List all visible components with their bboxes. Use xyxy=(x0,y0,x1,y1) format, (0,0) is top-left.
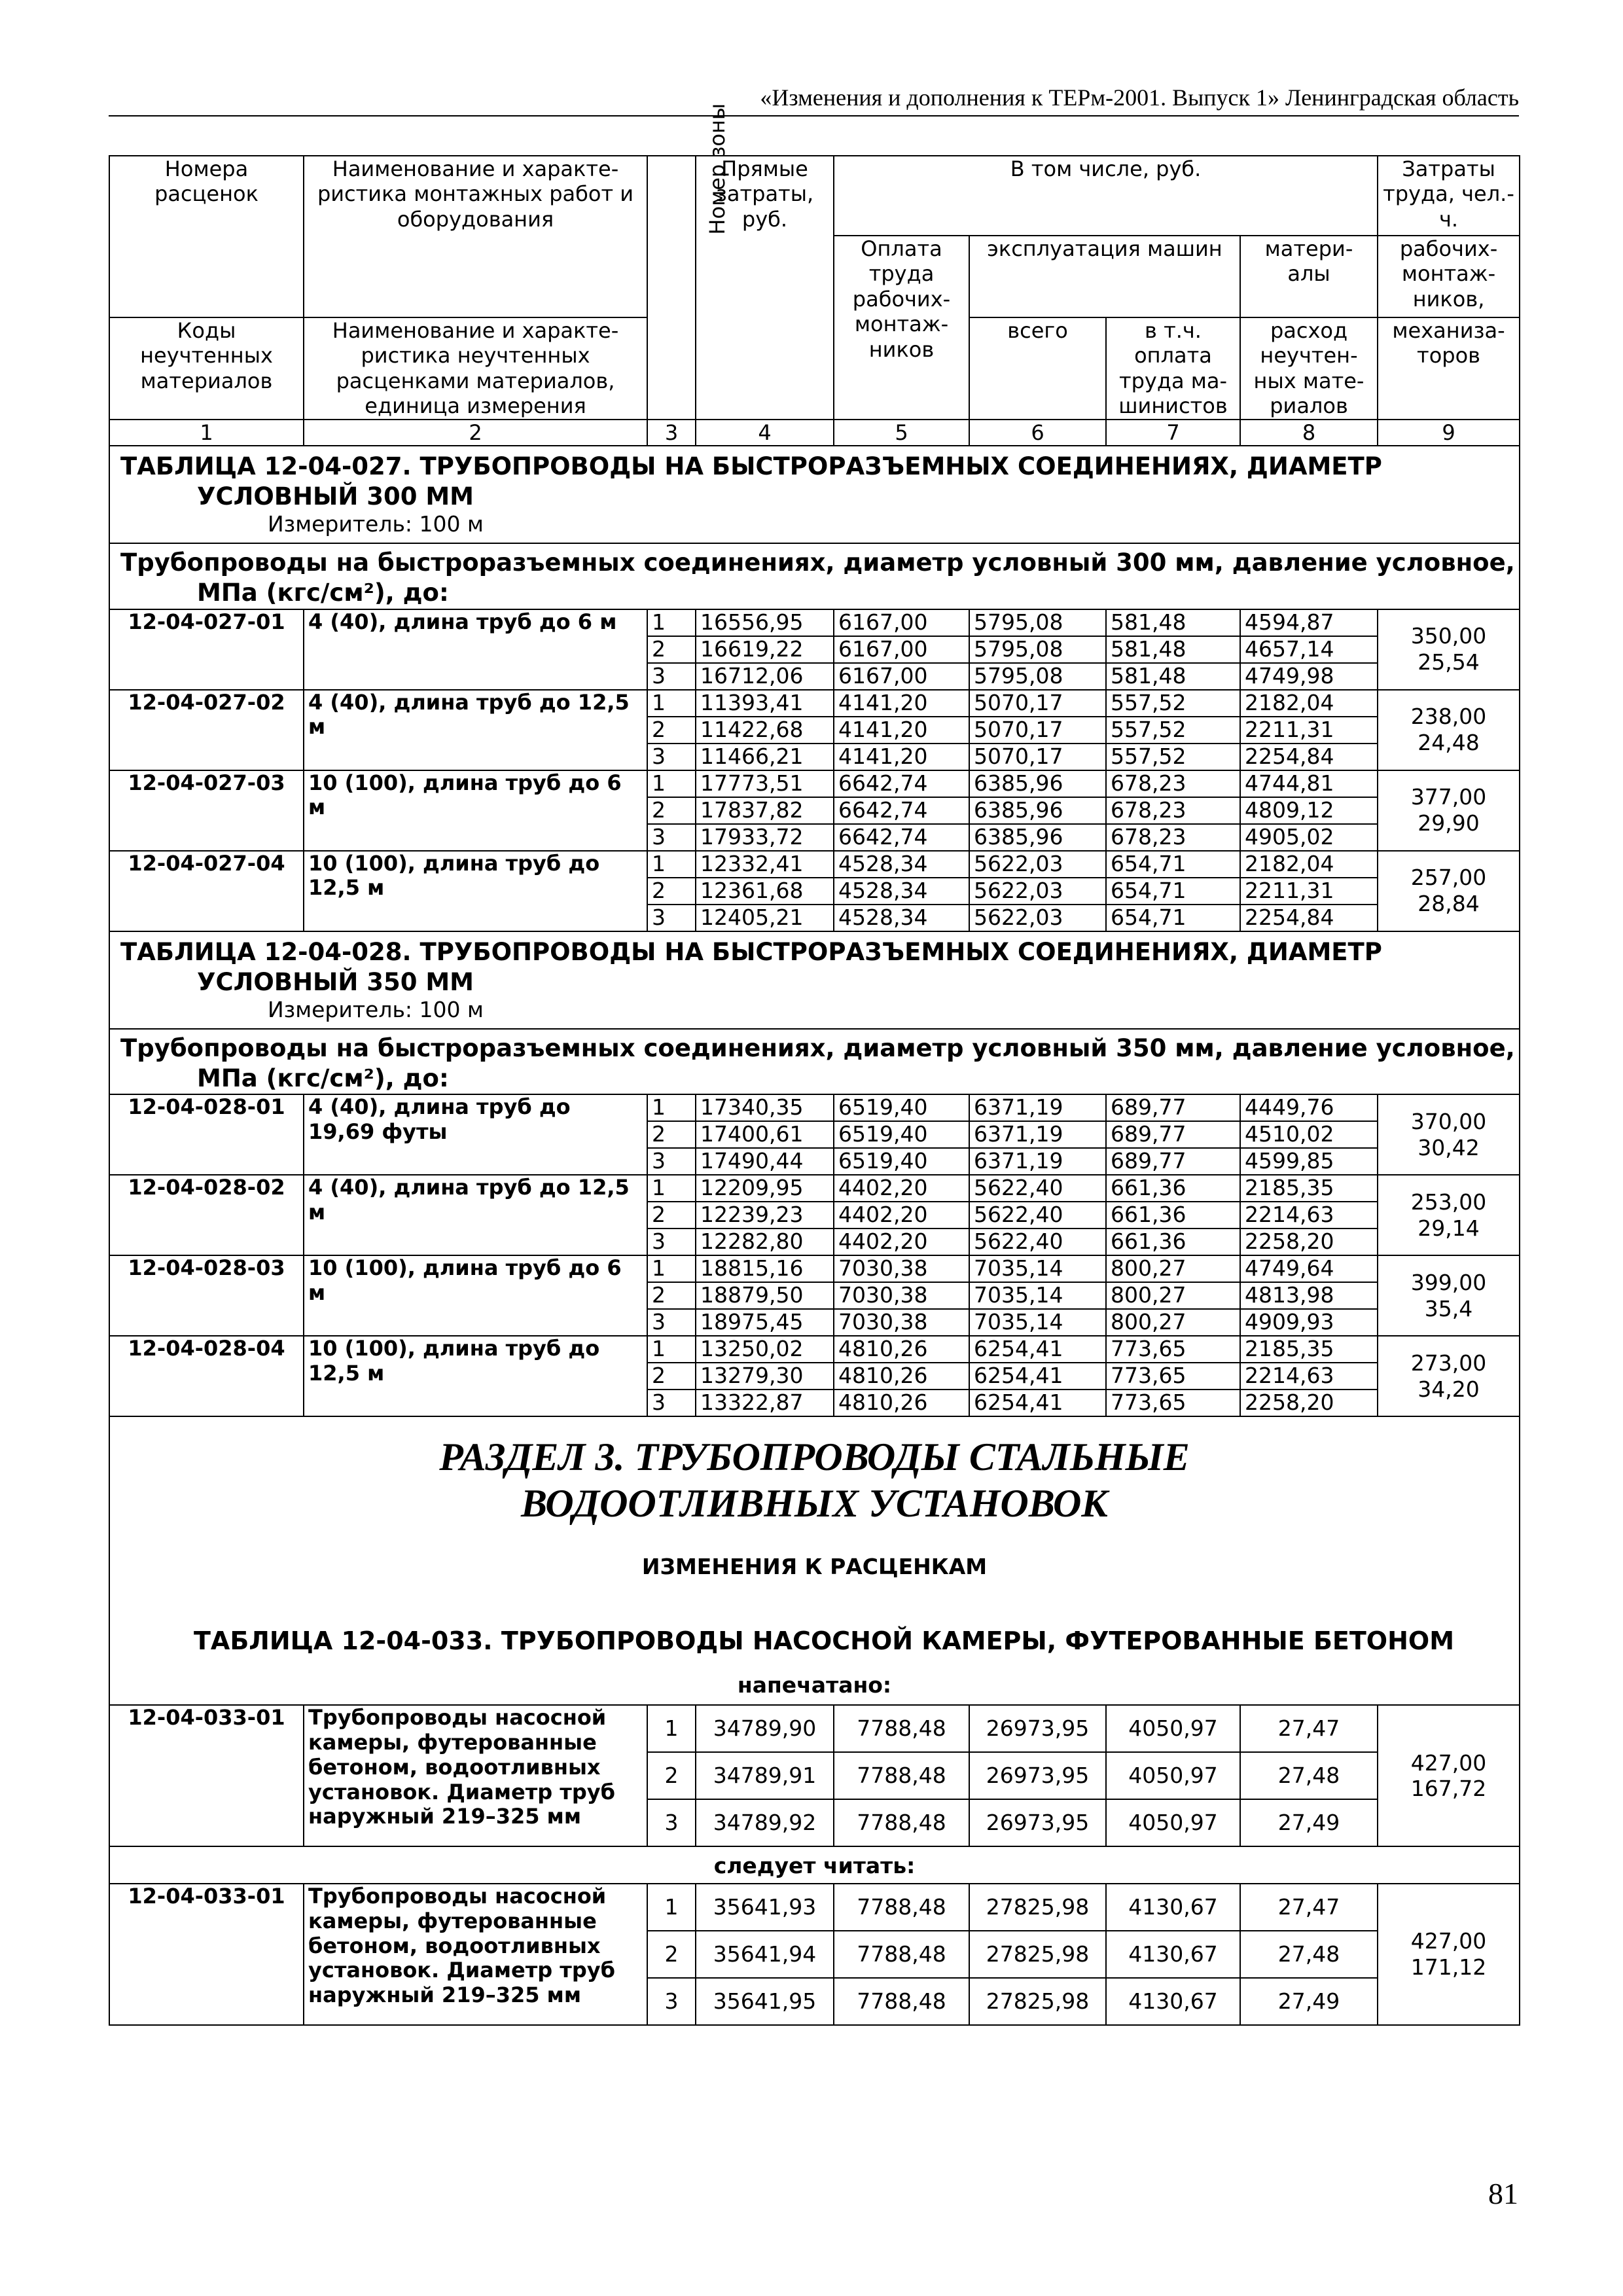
direct-costs: 11422,68 xyxy=(696,717,834,744)
page-number: 81 xyxy=(1488,2177,1518,2210)
rate-name: 10 (100), длина труб до 12,5 м xyxy=(304,1336,647,1416)
direct-costs: 12239,23 xyxy=(696,1202,834,1229)
direct-costs: 17933,72 xyxy=(696,824,834,851)
zone-number: 3 xyxy=(647,1390,696,1416)
worker-pay: 6642,74 xyxy=(834,797,969,824)
zone-number: 3 xyxy=(647,1978,696,2025)
machinist-pay: 4050,97 xyxy=(1106,1705,1240,1752)
materials: 4657,14 xyxy=(1240,636,1378,663)
zone-number: 1 xyxy=(647,851,696,878)
table-row xyxy=(109,1175,1520,1202)
machines-total: 27825,98 xyxy=(969,1884,1106,1931)
machinist-pay: 800,27 xyxy=(1106,1255,1240,1282)
direct-costs: 34789,92 xyxy=(696,1799,834,1846)
column-number: 8 xyxy=(1240,420,1378,446)
machines-total: 5070,17 xyxy=(969,717,1106,744)
worker-pay: 6167,00 xyxy=(834,636,969,663)
machinist-pay: 661,36 xyxy=(1106,1229,1240,1255)
machines-total: 7035,14 xyxy=(969,1309,1106,1336)
direct-costs: 17773,51 xyxy=(696,770,834,797)
rate-name: Трубопроводы насосной камеры, футерованные бетоном, водоотливных установок. Диаметр труб наружный 219–325 мм xyxy=(304,1705,647,1846)
machines-total: 6385,96 xyxy=(969,824,1106,851)
header-machinist-pay: в т.ч. оплата труда ма-шинистов xyxy=(1106,317,1240,420)
direct-costs: 16556,95 xyxy=(696,609,834,636)
machines-total: 5070,17 xyxy=(969,744,1106,770)
machinist-pay: 654,71 xyxy=(1106,905,1240,931)
labor-workers: 257,00 xyxy=(1410,865,1487,891)
labor-workers: 238,00 xyxy=(1410,704,1487,730)
machinist-pay: 4130,67 xyxy=(1106,1884,1240,1931)
table-row xyxy=(109,690,1520,717)
table-row xyxy=(109,851,1520,878)
column-number: 2 xyxy=(304,420,647,446)
column-number: 4 xyxy=(696,420,834,446)
table-12-04-027 xyxy=(109,446,1520,931)
machines-total: 5795,08 xyxy=(969,663,1106,690)
rate-name: 4 (40), длина труб до 19,69 футы xyxy=(304,1094,647,1175)
rate-name: Трубопроводы насосной камеры, футерованные бетоном, водоотливных установок. Диаметр труб наружный 219–325 мм xyxy=(304,1884,647,2025)
rate-name: 4 (40), длина труб до 12,5 м xyxy=(304,1175,647,1255)
machines-total: 6371,19 xyxy=(969,1148,1106,1175)
column-number: 7 xyxy=(1106,420,1240,446)
direct-costs: 34789,91 xyxy=(696,1752,834,1799)
machines-total: 6371,19 xyxy=(969,1094,1106,1121)
direct-costs: 17837,82 xyxy=(696,797,834,824)
rate-name: 4 (40), длина труб до 6 м xyxy=(304,609,647,690)
header-machines-total: всего xyxy=(969,317,1106,420)
rate-name: 4 (40), длина труб до 12,5 м xyxy=(304,690,647,770)
rates-table xyxy=(109,103,1520,2026)
table-subtitle-cell xyxy=(109,1029,1520,1095)
labor-costs xyxy=(1378,1705,1520,1846)
table-title: ТАБЛИЦА 12-04-033. ТРУБОПРОВОДЫ НАСОСНОЙ КАМЕРЫ, ФУТЕРОВАННЫЕ БЕТОНОМ xyxy=(194,1626,1455,1656)
running-header: «Изменения и дополнения к ТЕРм-2001. Выпуск 1» Ленинградская область xyxy=(760,84,1519,111)
direct-costs: 34789,90 xyxy=(696,1705,834,1752)
labor-workers: 350,00 xyxy=(1410,623,1487,649)
machinist-pay: 773,65 xyxy=(1106,1336,1240,1363)
rate-code: 12-04-027-03 xyxy=(109,770,304,851)
column-number: 9 xyxy=(1378,420,1520,446)
machines-total: 5795,08 xyxy=(969,609,1106,636)
zone-number: 3 xyxy=(647,1309,696,1336)
direct-costs: 11466,21 xyxy=(696,744,834,770)
zone-number: 2 xyxy=(647,1363,696,1390)
worker-pay: 4528,34 xyxy=(834,878,969,905)
labor-workers: 427,00 xyxy=(1410,1928,1487,1954)
table-row xyxy=(109,1705,1520,1752)
labor-costs xyxy=(1378,1884,1520,2025)
table-title: ТАБЛИЦА 12-04-027. ТРУБОПРОВОДЫ НА БЫСТРОРАЗЪЕМНЫХ СОЕДИНЕНИЯХ, ДИАМЕТР УСЛОВНЫЙ 300 ММ xyxy=(120,452,1382,511)
zone-number: 2 xyxy=(647,1931,696,1978)
machinist-pay: 4130,67 xyxy=(1106,1978,1240,2025)
direct-costs: 17490,44 xyxy=(696,1148,834,1175)
labor-workers: 377,00 xyxy=(1410,784,1487,810)
rate-code: 12-04-028-02 xyxy=(109,1175,304,1255)
materials: 2254,84 xyxy=(1240,905,1378,931)
machinist-pay: 557,52 xyxy=(1106,744,1240,770)
zone-number: 1 xyxy=(647,1884,696,1931)
machines-total: 6385,96 xyxy=(969,797,1106,824)
zone-number: 1 xyxy=(647,1336,696,1363)
table-title-cell xyxy=(109,931,1520,1029)
rate-code: 12-04-028-01 xyxy=(109,1094,304,1175)
materials: 27,47 xyxy=(1240,1705,1378,1752)
materials: 2211,31 xyxy=(1240,878,1378,905)
labor-machinists: 171,12 xyxy=(1410,1954,1487,1981)
worker-pay: 4810,26 xyxy=(834,1363,969,1390)
machinist-pay: 581,48 xyxy=(1106,663,1240,690)
machines-total: 6385,96 xyxy=(969,770,1106,797)
machines-total: 6254,41 xyxy=(969,1390,1106,1416)
worker-pay: 4402,20 xyxy=(834,1202,969,1229)
zone-number: 2 xyxy=(647,797,696,824)
materials: 2185,35 xyxy=(1240,1336,1378,1363)
rate-code: 12-04-027-02 xyxy=(109,690,304,770)
machines-total: 6254,41 xyxy=(969,1363,1106,1390)
labor-costs xyxy=(1378,1094,1520,1175)
direct-costs: 35641,93 xyxy=(696,1884,834,1931)
header-labor-costs: Затраты труда, чел.-ч. xyxy=(1378,156,1520,236)
machinist-pay: 654,71 xyxy=(1106,851,1240,878)
zone-number: 3 xyxy=(647,744,696,770)
zone-number: 3 xyxy=(647,905,696,931)
header-material-names: Наименование и характе-ристика неучтенных расценками материалов, единица измерения xyxy=(304,317,647,420)
labor-machinists: 28,84 xyxy=(1418,891,1480,917)
zone-number: 1 xyxy=(647,1094,696,1121)
materials: 27,47 xyxy=(1240,1884,1378,1931)
header-material-codes: Коды неучтенных материалов xyxy=(109,317,304,420)
labor-machinists: 29,14 xyxy=(1418,1215,1480,1241)
machines-total: 27825,98 xyxy=(969,1931,1106,1978)
worker-pay: 4402,20 xyxy=(834,1175,969,1202)
header-machines: эксплуатация машин xyxy=(969,236,1240,317)
direct-costs: 18815,16 xyxy=(696,1255,834,1282)
worker-pay: 7030,38 xyxy=(834,1309,969,1336)
header-labor-machinists: механиза-торов xyxy=(1378,317,1520,420)
labor-costs xyxy=(1378,1255,1520,1336)
direct-costs: 13322,87 xyxy=(696,1390,834,1416)
worker-pay: 6519,40 xyxy=(834,1121,969,1148)
labor-workers: 427,00 xyxy=(1410,1749,1487,1776)
machinist-pay: 581,48 xyxy=(1106,609,1240,636)
rate-code: 12-04-028-04 xyxy=(109,1336,304,1416)
table-row xyxy=(109,770,1520,797)
table-12-04-028 xyxy=(109,931,1520,1417)
column-number: 1 xyxy=(109,420,304,446)
rate-code: 12-04-027-04 xyxy=(109,851,304,931)
machines-total: 5622,03 xyxy=(969,851,1106,878)
labor-machinists: 30,42 xyxy=(1418,1134,1480,1160)
worker-pay: 4810,26 xyxy=(834,1390,969,1416)
labor-costs xyxy=(1378,1175,1520,1255)
machinist-pay: 661,36 xyxy=(1106,1202,1240,1229)
materials: 27,49 xyxy=(1240,1799,1378,1846)
worker-pay: 6642,74 xyxy=(834,770,969,797)
zone-number: 1 xyxy=(647,1255,696,1282)
machinist-pay: 678,23 xyxy=(1106,770,1240,797)
worker-pay: 4810,26 xyxy=(834,1336,969,1363)
rate-name: 10 (100), длина труб до 6 м xyxy=(304,770,647,851)
direct-costs: 12332,41 xyxy=(696,851,834,878)
table-title: ТАБЛИЦА 12-04-028. ТРУБОПРОВОДЫ НА БЫСТРОРАЗЪЕМНЫХ СОЕДИНЕНИЯХ, ДИАМЕТР УСЛОВНЫЙ 350 ММ xyxy=(120,937,1382,996)
materials: 2214,63 xyxy=(1240,1363,1378,1390)
machinist-pay: 800,27 xyxy=(1106,1309,1240,1336)
labor-machinists: 167,72 xyxy=(1410,1776,1487,1802)
section-3-heading-cell xyxy=(109,1416,1520,1705)
machines-total: 26973,95 xyxy=(969,1705,1106,1752)
materials: 4749,98 xyxy=(1240,663,1378,690)
printed-label: напечатано: xyxy=(737,1672,892,1698)
column-number: 5 xyxy=(834,420,969,446)
machinist-pay: 557,52 xyxy=(1106,690,1240,717)
machines-total: 5070,17 xyxy=(969,690,1106,717)
labor-costs xyxy=(1378,1336,1520,1416)
direct-costs: 18879,50 xyxy=(696,1282,834,1309)
materials: 4599,85 xyxy=(1240,1148,1378,1175)
labor-costs xyxy=(1378,690,1520,770)
materials: 4749,64 xyxy=(1240,1255,1378,1282)
zone-number: 3 xyxy=(647,663,696,690)
zone-number: 3 xyxy=(647,1229,696,1255)
labor-machinists: 34,20 xyxy=(1418,1376,1480,1402)
direct-costs: 13250,02 xyxy=(696,1336,834,1363)
header-direct-costs: Прямые затраты, руб. xyxy=(696,156,834,420)
direct-costs: 12361,68 xyxy=(696,878,834,905)
rate-name: 10 (100), длина труб до 12,5 м xyxy=(304,851,647,931)
header-rule xyxy=(109,115,1519,117)
machinist-pay: 689,77 xyxy=(1106,1148,1240,1175)
worker-pay: 7788,48 xyxy=(834,1884,969,1931)
machinist-pay: 557,52 xyxy=(1106,717,1240,744)
labor-workers: 273,00 xyxy=(1410,1350,1487,1376)
header-worker-pay: Оплата труда рабочих-монтаж-ников xyxy=(834,236,969,420)
worker-pay: 7788,48 xyxy=(834,1799,969,1846)
materials: 4744,81 xyxy=(1240,770,1378,797)
zone-number: 3 xyxy=(647,824,696,851)
machinist-pay: 773,65 xyxy=(1106,1390,1240,1416)
machines-total: 5622,03 xyxy=(969,878,1106,905)
header-zone xyxy=(647,103,730,420)
machines-total: 7035,14 xyxy=(969,1282,1106,1309)
zone-number: 2 xyxy=(647,1282,696,1309)
worker-pay: 6519,40 xyxy=(834,1094,969,1121)
table-row xyxy=(109,1336,1520,1363)
machinist-pay: 4050,97 xyxy=(1106,1752,1240,1799)
machines-total: 7035,14 xyxy=(969,1255,1106,1282)
worker-pay: 4141,20 xyxy=(834,744,969,770)
materials: 4510,02 xyxy=(1240,1121,1378,1148)
materials: 2185,35 xyxy=(1240,1175,1378,1202)
rate-code: 12-04-033-01 xyxy=(109,1705,304,1846)
machines-total: 26973,95 xyxy=(969,1752,1106,1799)
machinist-pay: 581,48 xyxy=(1106,636,1240,663)
section-title-line1: РАЗДЕЛ 3. ТРУБОПРОВОДЫ СТАЛЬНЫЕ xyxy=(439,1435,1190,1479)
materials: 2214,63 xyxy=(1240,1202,1378,1229)
machinist-pay: 4130,67 xyxy=(1106,1931,1240,1978)
machines-total: 5622,40 xyxy=(969,1175,1106,1202)
section-title-line2: ВОДООТЛИВНЫХ УСТАНОВОК xyxy=(521,1481,1108,1525)
worker-pay: 7788,48 xyxy=(834,1752,969,1799)
materials: 27,48 xyxy=(1240,1752,1378,1799)
materials: 4905,02 xyxy=(1240,824,1378,851)
materials: 2182,04 xyxy=(1240,851,1378,878)
machines-total: 6254,41 xyxy=(969,1336,1106,1363)
rate-code: 12-04-033-01 xyxy=(109,1884,304,2025)
table-row xyxy=(109,609,1520,636)
machinist-pay: 773,65 xyxy=(1106,1363,1240,1390)
zone-number: 1 xyxy=(647,770,696,797)
worker-pay: 4528,34 xyxy=(834,905,969,931)
worker-pay: 6167,00 xyxy=(834,663,969,690)
materials: 27,49 xyxy=(1240,1978,1378,2025)
materials: 4813,98 xyxy=(1240,1282,1378,1309)
zone-number: 2 xyxy=(647,717,696,744)
zone-number: 1 xyxy=(647,1705,696,1752)
materials: 2258,20 xyxy=(1240,1390,1378,1416)
machines-total: 6371,19 xyxy=(969,1121,1106,1148)
header-materials: матери-алы xyxy=(1240,236,1378,317)
direct-costs: 18975,45 xyxy=(696,1309,834,1336)
rate-name: 10 (100), длина труб до 6 м xyxy=(304,1255,647,1336)
machinist-pay: 661,36 xyxy=(1106,1175,1240,1202)
table-row xyxy=(109,1255,1520,1282)
materials: 2211,31 xyxy=(1240,717,1378,744)
header-labor-workers: рабочих-монтаж-ников, xyxy=(1378,236,1520,317)
machinist-pay: 678,23 xyxy=(1106,797,1240,824)
header-including: В том числе, руб. xyxy=(834,156,1378,236)
labor-machinists: 35,4 xyxy=(1424,1295,1473,1321)
direct-costs: 11393,41 xyxy=(696,690,834,717)
machines-total: 5795,08 xyxy=(969,636,1106,663)
table-subtitle-cell xyxy=(109,543,1520,609)
table-subtitle: Трубопроводы на быстроразъемных соединениях, диаметр условный 350 мм, давление условное, МПа (кгс/см²), до: xyxy=(120,1033,1515,1092)
worker-pay: 4141,20 xyxy=(834,717,969,744)
worker-pay: 6519,40 xyxy=(834,1148,969,1175)
zone-number: 2 xyxy=(647,878,696,905)
machinist-pay: 4050,97 xyxy=(1106,1799,1240,1846)
machinist-pay: 800,27 xyxy=(1106,1282,1240,1309)
changes-heading: ИЗМЕНЕНИЯ К РАСЦЕНКАМ xyxy=(641,1553,988,1579)
machinist-pay: 678,23 xyxy=(1106,824,1240,851)
machinist-pay: 689,77 xyxy=(1106,1094,1240,1121)
direct-costs: 16712,06 xyxy=(696,663,834,690)
worker-pay: 7788,48 xyxy=(834,1931,969,1978)
materials: 4909,93 xyxy=(1240,1309,1378,1336)
labor-workers: 253,00 xyxy=(1410,1189,1487,1215)
zone-number: 2 xyxy=(647,1121,696,1148)
table-subtitle: Трубопроводы на быстроразъемных соединениях, диаметр условный 300 мм, давление условное, МПа (кгс/см²), до: xyxy=(120,548,1515,607)
direct-costs: 17340,35 xyxy=(696,1094,834,1121)
direct-costs: 35641,94 xyxy=(696,1931,834,1978)
column-number: 6 xyxy=(969,420,1106,446)
labor-workers: 399,00 xyxy=(1410,1270,1487,1296)
zone-number: 3 xyxy=(647,1799,696,1846)
labor-costs xyxy=(1378,851,1520,931)
worker-pay: 7030,38 xyxy=(834,1255,969,1282)
materials: 2182,04 xyxy=(1240,690,1378,717)
worker-pay: 6167,00 xyxy=(834,609,969,636)
header-rate-numbers: Номера расценок xyxy=(109,156,304,317)
worker-pay: 7030,38 xyxy=(834,1282,969,1309)
materials: 27,48 xyxy=(1240,1931,1378,1978)
header-material-usage: расход неучтен-ных мате-риалов xyxy=(1240,317,1378,420)
worker-pay: 4528,34 xyxy=(834,851,969,878)
table-title-cell xyxy=(109,446,1520,543)
zone-number: 2 xyxy=(647,1202,696,1229)
direct-costs: 12405,21 xyxy=(696,905,834,931)
labor-machinists: 29,90 xyxy=(1418,810,1480,836)
table-meter: Измеритель: 100 м xyxy=(268,511,484,537)
worker-pay: 4141,20 xyxy=(834,690,969,717)
worker-pay: 7788,48 xyxy=(834,1705,969,1752)
zone-number: 3 xyxy=(647,1148,696,1175)
zone-number: 1 xyxy=(647,690,696,717)
machines-total: 27825,98 xyxy=(969,1978,1106,2025)
table-row xyxy=(109,1094,1520,1121)
labor-workers: 370,00 xyxy=(1410,1109,1487,1135)
machines-total: 26973,95 xyxy=(969,1799,1106,1846)
materials: 4594,87 xyxy=(1240,609,1378,636)
direct-costs: 16619,22 xyxy=(696,636,834,663)
labor-machinists: 25,54 xyxy=(1418,649,1480,675)
direct-costs: 17400,61 xyxy=(696,1121,834,1148)
worker-pay: 6642,74 xyxy=(834,824,969,851)
direct-costs: 12282,80 xyxy=(696,1229,834,1255)
read-label: следует читать: xyxy=(109,1846,1520,1884)
direct-costs: 12209,95 xyxy=(696,1175,834,1202)
materials: 2254,84 xyxy=(1240,744,1378,770)
direct-costs: 13279,30 xyxy=(696,1363,834,1390)
machines-total: 5622,03 xyxy=(969,905,1106,931)
table-meter: Измеритель: 100 м xyxy=(268,997,484,1023)
materials: 4449,76 xyxy=(1240,1094,1378,1121)
machinist-pay: 689,77 xyxy=(1106,1121,1240,1148)
labor-costs xyxy=(1378,609,1520,690)
zone-number: 1 xyxy=(647,1175,696,1202)
column-number: 3 xyxy=(647,420,696,446)
machinist-pay: 654,71 xyxy=(1106,878,1240,905)
machines-total: 5622,40 xyxy=(969,1202,1106,1229)
table-row xyxy=(109,1884,1520,1931)
rate-code: 12-04-028-03 xyxy=(109,1255,304,1336)
worker-pay: 7788,48 xyxy=(834,1978,969,2025)
zone-number: 1 xyxy=(647,609,696,636)
table-header xyxy=(109,103,1520,446)
labor-costs xyxy=(1378,770,1520,851)
header-work-name: Наименование и характе-ристика монтажных работ и оборудования xyxy=(304,156,647,317)
rate-code: 12-04-027-01 xyxy=(109,609,304,690)
worker-pay: 4402,20 xyxy=(834,1229,969,1255)
materials: 2258,20 xyxy=(1240,1229,1378,1255)
header-zone-text: Номер зоны xyxy=(705,103,730,235)
zone-number: 2 xyxy=(647,1752,696,1799)
materials: 4809,12 xyxy=(1240,797,1378,824)
machines-total: 5622,40 xyxy=(969,1229,1106,1255)
direct-costs: 35641,95 xyxy=(696,1978,834,2025)
labor-machinists: 24,48 xyxy=(1418,730,1480,756)
section-3 xyxy=(109,1416,1520,2025)
zone-number: 2 xyxy=(647,636,696,663)
